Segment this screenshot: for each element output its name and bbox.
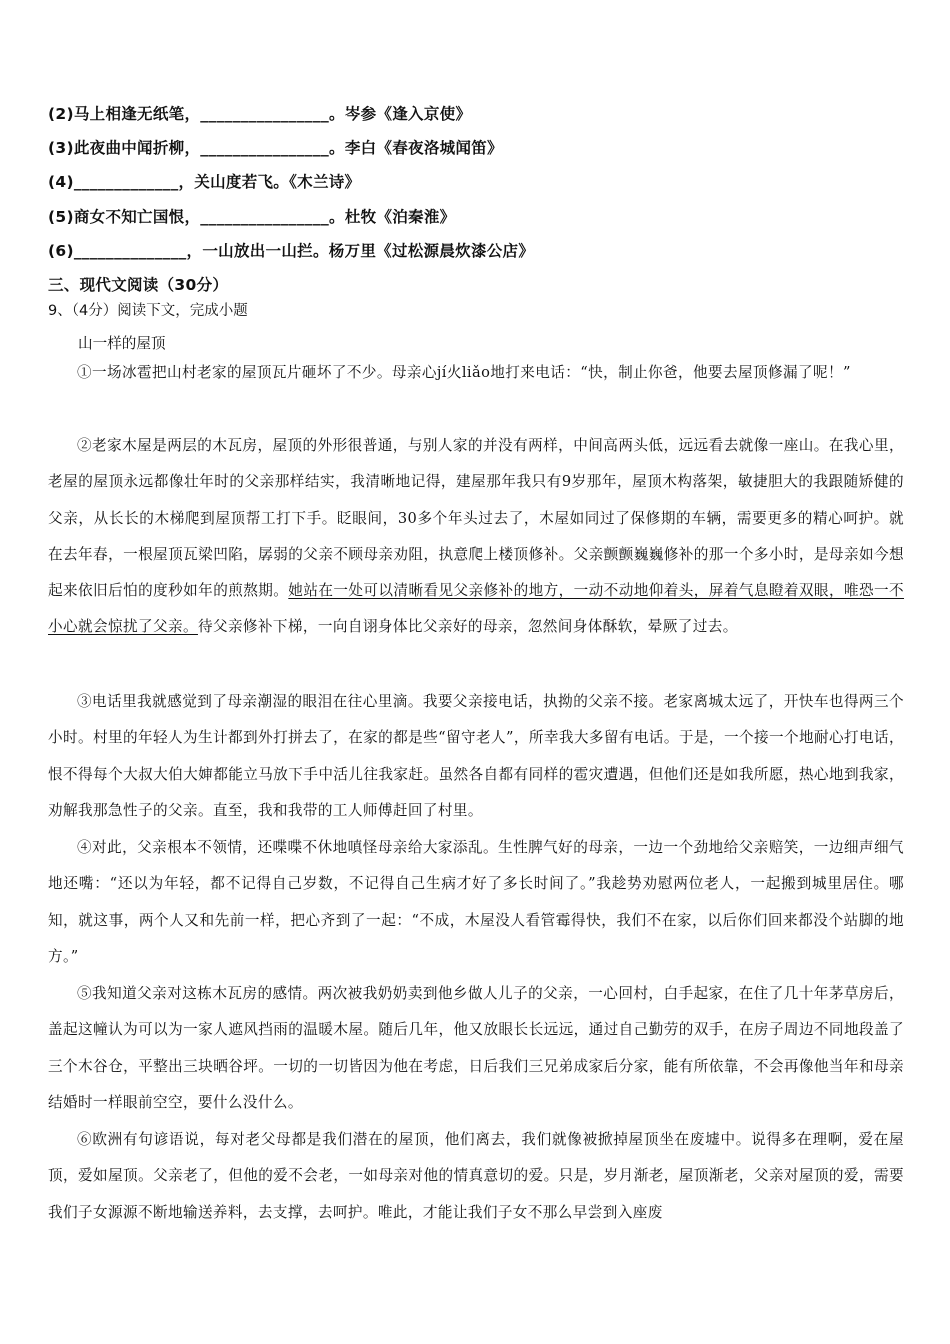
paragraph-1: ①一场冰雹把山村老家的屋顶瓦片砸坏了不少。母亲心jí火liǎo地打来电话：“快，制止你爸，他要去屋顶修漏了呢！”	[77, 364, 851, 381]
paragraph-2-text: ②老家木屋是两层的木瓦房，屋顶的外形很普通，与别人家的并没有两样，中间高两头低，远远看去就像一座山。在我心里，老屋的屋顶永远都像壮年时的父亲那样结实，我清晰地记得，建屋那年我只有9岁那年，屋顶木构落架，敏捷胆大的我跟随矫健的父亲，从长长的木梯爬到屋顶帮工打下手。眨眼间，30多个年头过去了，木屋如同过了保修期的车辆，需要更多的精心呵护。就在去年春，一根屋顶瓦梁凹陷，孱弱的父亲不顾母亲劝阻，执意爬上楼顶修补。父亲颤颤巍巍修补的那一个多小时，是母亲如今想起来依旧后怕的度秒如年的煎熬期。	[48, 437, 904, 600]
paragraph-4: ④对此，父亲根本不领情，还喋喋不休地嗔怪母亲给大家添乱。生性脾气好的母亲，一边一个劲地给父亲赔笑，一边细声细气地还嘴：“还以为年轻，都不记得自己岁数，不记得自己生病才好了多长时间了。”我趁势劝慰两位老人，一起搬到城里居住。哪知，就这事，两个人又和先前一样，把心齐到了一起：“不成，木屋没人看管霉得快，我们不在家，以后你们回来都没个站脚的地方。”	[48, 839, 904, 965]
section-heading: 三、现代文阅读（30分）	[48, 276, 229, 294]
paragraph-3: ③电话里我就感觉到了母亲潮湿的眼泪在往心里滴。我要父亲接电话，执拗的父亲不接。老家离城太远了，开快车也得两三个小时。村里的年轻人为生计都到外打拼去了，在家的都是些“留守老人”，所幸我大多留有电话。于是，一个接一个地耐心打电话，恨不得每个大叔大伯大婶都能立马放下手中活儿往我家赶。虽然各自都有同样的雹灾遭遇，但他们还是如我所愿，热心地到我家，劝解我那急性子的父亲。直至，我和我带的工人师傅赶回了村里。	[48, 693, 904, 819]
paragraph-2-text-end: 待父亲修补下梯，一向自诩身体比父亲好的母亲，忽然间身体酥软，晕厥了过去。	[197, 618, 738, 636]
poem-line-5: (5)商女不知亡国恨，________________。杜牧《泊秦淮》	[48, 208, 456, 226]
poem-line-3: (3)此夜曲中闻折柳，________________。李白《春夜洛城闻笛》	[48, 139, 503, 157]
poem-line-6: (6)______________，一山放出一山拦。杨万里《过松源晨炊漆公店》	[48, 242, 535, 260]
article-title: 山一样的屋顶	[78, 335, 166, 352]
paragraph-6: ⑥欧洲有句谚语说，每对老父母都是我们潜在的屋顶，他们离去，我们就像被掀掉屋顶坐在废墟中。说得多在理啊，爱在屋顶，爱如屋顶。父亲老了，但他的爱不会老，一如母亲对他的情真意切的爱。只是，岁月渐老，屋顶渐老，父亲对屋顶的爱，需要我们子女源源不断地输送养料，去支撑，去呵护。唯此，才能让我们子女不那么早尝到入座废	[48, 1131, 904, 1221]
question-prompt: 9、（4分）阅读下文，完成小题	[48, 303, 248, 319]
paragraph-2	[48, 428, 904, 646]
poem-line-2: (2)马上相逢无纸笔，________________。岑参《逢入京使》	[48, 105, 472, 123]
poem-line-4: (4)_____________，关山度若飞。《木兰诗》	[48, 173, 361, 191]
paragraph-2-underlined: 她站在一处可以清晰看见父亲修补的地方，一动不动地仰着头，屏着气息瞪着双眼，唯恐一不小心就会惊扰了父亲。	[48, 582, 905, 636]
paragraph-5: ⑤我知道父亲对这栋木瓦房的感情。两次被我奶奶卖到他乡做人儿子的父亲，一心回村，白手起家，在住了几十年茅草房后，盖起这幢认为可以为一家人遮风挡雨的温暖木屋。随后几年，他又放眼长长远远，通过自己勤劳的双手，在房子周边不同地段盖了三个木谷仓，平整出三块晒谷坪。一切的一切皆因为他在考虑，日后我们三兄弟成家后分家，能有所依靠，不会再像他当年和母亲结婚时一样眼前空空，要什么没什么。	[48, 985, 904, 1111]
